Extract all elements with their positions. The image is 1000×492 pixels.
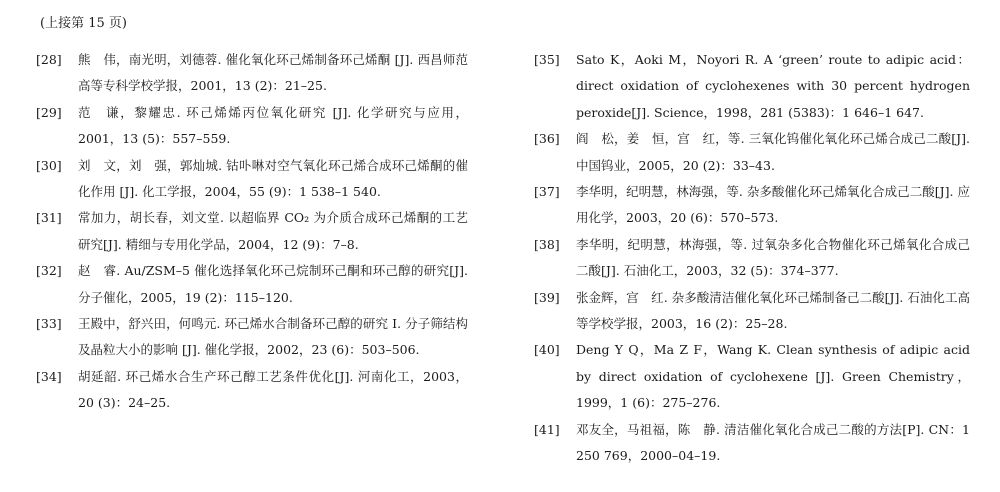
reference-number: [29]: [36, 104, 62, 120]
reference-text: 赵 睿. Au/ZSM–5 催化选择氧化环己烷制环己酮和环己醇的研究[J]. 分子催化，2005，19 (2)：115–120.: [78, 263, 468, 305]
reference-text: 李华明，纪明慧，林海强，等. 杂多酸催化环己烯氧化合成己二酸[J]. 应用化学，2003，20 (6)：570–573.: [576, 184, 970, 226]
reference-text: 熊 伟，南光明，刘德蓉. 催化氧化环己烯制备环己烯酮 [J]. 西昌师范高等专科学校学报，2001，13 (2)：21–25.: [78, 52, 468, 94]
reference-item: [36, 311, 468, 364]
reference-number: [36]: [534, 131, 560, 147]
reference-number: [40]: [534, 342, 560, 358]
reference-item: [36, 100, 468, 153]
reference-number: [31]: [36, 210, 62, 226]
continued-from-page-note: (上接第 15 页): [40, 16, 127, 31]
reference-item: [534, 337, 970, 416]
reference-item: [534, 232, 970, 285]
reference-item: [534, 179, 970, 232]
reference-item: [36, 153, 468, 206]
reference-number: [33]: [36, 316, 62, 332]
reference-number: [41]: [534, 421, 560, 437]
reference-number: [30]: [36, 157, 62, 173]
reference-text: 王殿中，舒兴田，何鸣元. 环己烯水合制备环己醇的研究 Ⅰ. 分子筛结构及晶粒大小的影响 [J]. 催化学报，2002，23 (6)：503–506.: [78, 316, 468, 358]
reference-number: [34]: [36, 368, 62, 384]
reference-item: [36, 258, 468, 311]
reference-number: [35]: [534, 52, 560, 67]
reference-item: [36, 205, 468, 258]
reference-item: [534, 47, 970, 126]
reference-text: 刘 文，刘 强，郭灿城. 钴卟啉对空气氧化环己烯合成环己烯酮的催化作用 [J]. 化工学报，2004，55 (9)：1 538–1 540.: [78, 157, 468, 200]
reference-number: [32]: [36, 263, 62, 279]
reference-item: [36, 364, 468, 417]
reference-item: [534, 417, 970, 470]
reference-text: Sato K，Aoki M，Noyori R. A ‘green’ route to adipic acid：direct oxidation of cyclohexenes with 30 percent hydrogen peroxide[J]. Science，1998，281 (5383)：1 646–1 647.: [576, 52, 970, 120]
reference-text: 邓友全，马祖福，陈 静. 清洁催化氧化合成己二酸的方法[P]. CN：1 250 769，2000–04–19.: [576, 421, 970, 464]
reference-number: [39]: [534, 289, 560, 305]
reference-text: 胡延韶. 环己烯水合生产环己醇工艺条件优化[J]. 河南化工，2003，20 (3)：24–25.: [78, 368, 468, 411]
reference-number: [37]: [534, 184, 560, 200]
reference-text: 张金辉，宫 红. 杂多酸清洁催化氧化环己烯制备己二酸[J]. 石油化工高等学校学报，2003，16 (2)：25–28.: [576, 289, 970, 332]
reference-item: [36, 47, 468, 100]
reference-text: 范 谦，黎耀忠. 环己烯烯丙位氧化研究 [J]. 化学研究与应用，2001，13 (5)：557–559.: [78, 104, 468, 147]
reference-text: 常加力，胡长春，刘文堂. 以超临界 CO₂ 为介质合成环己烯酮的工艺研究[J]. 精细与专用化学品，2004，12 (9)：7–8.: [78, 210, 468, 252]
reference-item: [534, 126, 970, 179]
reference-item: [534, 285, 970, 338]
reference-text: Deng Y Q，Ma Z F，Wang K. Clean synthesis of adipic acid by direct oxidation of cyclohexene [J]. Green Chemistry，1999，1 (6)：275–276.: [576, 342, 970, 411]
reference-number: [28]: [36, 52, 62, 67]
reference-text: 阎 松，姜 恒，宫 红，等. 三氧化钨催化氧化环己烯合成己二酸[J]. 中国钨业，2005，20 (2)：33–43.: [576, 131, 970, 173]
reference-number: [38]: [534, 236, 560, 252]
right-reference-column: [534, 47, 970, 470]
left-reference-column: [36, 47, 468, 417]
reference-text: 李华明，纪明慧，林海强，等. 过氧杂多化合物催化环己烯氧化合成己二酸[J]. 石油化工，2003，32 (5)：374–377.: [576, 236, 970, 279]
